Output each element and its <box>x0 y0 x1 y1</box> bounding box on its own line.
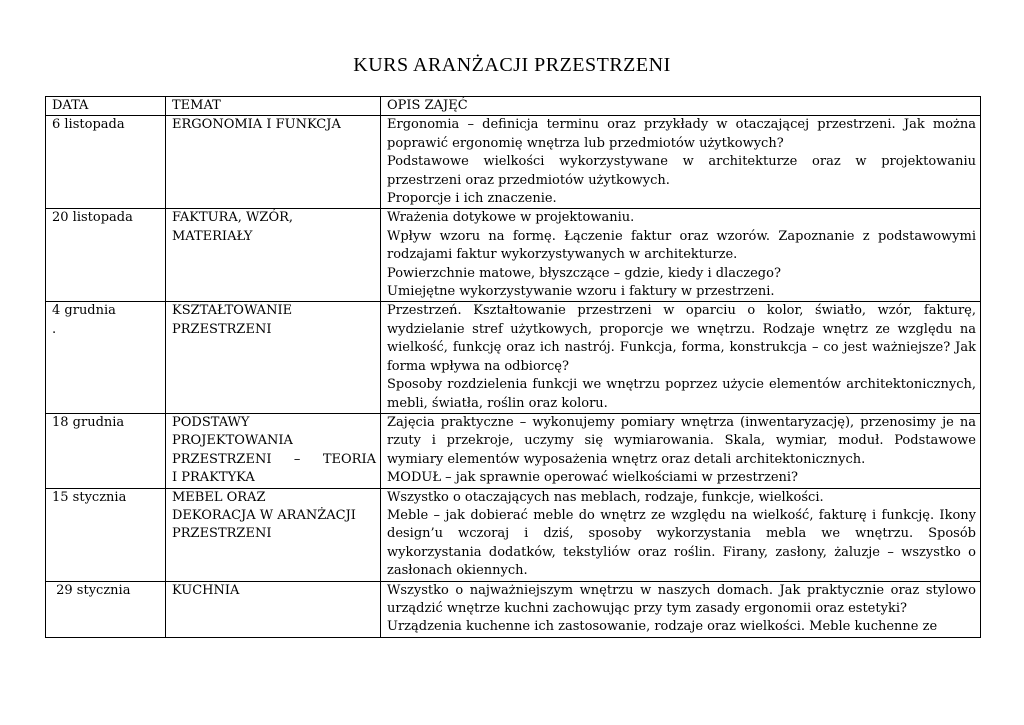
row-topic <box>166 209 381 302</box>
description-paragraph: Meble – jak dobierać meble do wnętrz ze względu na wielkość, fakturę i funkcję. Ikony design’u wczoraj i dziś, sposoby wykorzystania mebla we wnętrzu. Sposób wykorzystania dodatków, tekstyliów oraz roślin. Firany, zasłony, żaluzje – wszystko o zasłonach okiennych. <box>387 507 976 579</box>
row-description <box>381 116 981 209</box>
row-date: 29 stycznia <box>46 581 166 637</box>
topic-line: PRZESTRZENI <box>172 321 272 337</box>
table-row <box>46 209 981 302</box>
topic-line: FAKTURA, WZÓR, <box>172 210 294 226</box>
description-paragraph: Urządzenia kuchenne ich zastosowanie, rodzaje oraz wielkości. Meble kuchenne ze <box>387 619 938 635</box>
row-description <box>381 413 981 488</box>
header-description: OPIS ZAJĘĆ <box>381 97 981 116</box>
table-row <box>46 581 981 637</box>
description-paragraph: Sposoby rozdzielenia funkcji we wnętrzu poprzez użycie elementów architektonicznych, mebli, światła, roślin oraz koloru. <box>387 377 976 411</box>
description-paragraph: Powierzchnie matowe, błyszczące – gdzie, kiedy i dlaczego? <box>387 265 781 281</box>
row-description <box>381 488 981 581</box>
row-date: 18 grudnia <box>46 413 166 488</box>
topic-line: PODSTAWY <box>172 414 250 430</box>
row-date <box>46 302 166 413</box>
table-row <box>46 413 981 488</box>
topic-line: KSZTAŁTOWANIE <box>172 303 293 319</box>
page-title: KURS ARANŻACJI PRZESTRZENI <box>353 54 671 76</box>
description-paragraph: Wrażenia dotykowe w projektowaniu. <box>387 210 635 226</box>
row-topic <box>166 116 381 209</box>
topic-line: PRZESTRZENI – TEORIA <box>172 451 376 467</box>
description-paragraph: Wszystko o najważniejszym wnętrzu w naszych domach. Jak praktycznie oraz stylowo urządzić wnętrze kuchni zachowując przy tym zasady ergonomii oraz estetyki? <box>387 582 976 616</box>
row-topic <box>166 581 381 637</box>
description-paragraph: Proporcje i ich znaczenie. <box>387 191 557 207</box>
topic-line: MATERIAŁY <box>172 228 253 244</box>
topic-line: PRZESTRZENI <box>172 526 272 542</box>
table-header-row <box>46 97 981 116</box>
row-description <box>381 302 981 413</box>
description-paragraph: MODUŁ – jak sprawnie operować wielkościami w przestrzeni? <box>387 470 799 486</box>
row-topic <box>166 302 381 413</box>
table-row <box>46 488 981 581</box>
description-paragraph: Wpływ wzoru na formę. Łączenie faktur oraz wzorów. Zapoznanie z podstawowymi rodzajami faktur wykorzystywanych w architekturze. <box>387 228 976 263</box>
topic-line: DEKORACJA W ARANŻACJI <box>172 507 356 523</box>
schedule-table <box>45 96 981 638</box>
header-topic: TEMAT <box>166 97 381 116</box>
row-description <box>381 209 981 302</box>
date-extra: . <box>52 321 57 337</box>
description-paragraph: Zajęcia praktyczne – wykonujemy pomiary wnętrza (inwentaryzację), przenosimy je na rzuty i przekroje, uczymy się wymiarowania. Skala, wymiar, moduł. Podstawowe wymiary elementów wyposażenia wnętrz oraz detali architektonicznych. <box>387 414 976 467</box>
description-paragraph: Wszystko o otaczających nas meblach, rodzaje, funkcje, wielkości. <box>387 489 824 505</box>
row-date: 6 listopada <box>46 116 166 209</box>
description-paragraph: Umiejętne wykorzystywanie wzoru i faktury w przestrzeni. <box>387 284 775 300</box>
topic-line: MEBEL ORAZ <box>172 489 266 505</box>
description-paragraph: Podstawowe wielkości wykorzystywane w architekturze oraz w projektowaniu przestrzeni oraz przedmiotów użytkowych. <box>387 154 976 188</box>
row-topic <box>166 488 381 581</box>
date-text: 4 grudnia <box>52 303 116 319</box>
topic-line: KUCHNIA <box>172 582 240 598</box>
topic-line: I PRAKTYKA <box>172 470 255 486</box>
description-paragraph: Ergonomia – definicja terminu oraz przykłady w otaczającej przestrzeni. Jak można poprawić ergonomię wnętrza lub przedmiotów użytkowych? <box>387 117 976 151</box>
header-date: DATA <box>46 97 166 116</box>
row-date: 20 listopada <box>46 209 166 302</box>
table-row <box>46 116 981 209</box>
topic-line: PROJEKTOWANIA <box>172 433 293 449</box>
row-description <box>381 581 981 637</box>
row-topic <box>166 413 381 488</box>
topic-line: ERGONOMIA I FUNKCJA <box>172 117 341 133</box>
description-paragraph: Przestrzeń. Kształtowanie przestrzeni w oparciu o kolor, światło, wzór, fakturę, wydzielanie stref użytkowych, proporcje we wnętrzu. Rodzaje wnętrz ze względu na wielkość, funkcję oraz ich nastrój. Funkcja, forma, konstrukcja – co jest ważniejsze? Jak forma wpływa na odbiorcę? <box>387 303 976 374</box>
row-date: 15 stycznia <box>46 488 166 581</box>
table-row <box>46 302 981 413</box>
